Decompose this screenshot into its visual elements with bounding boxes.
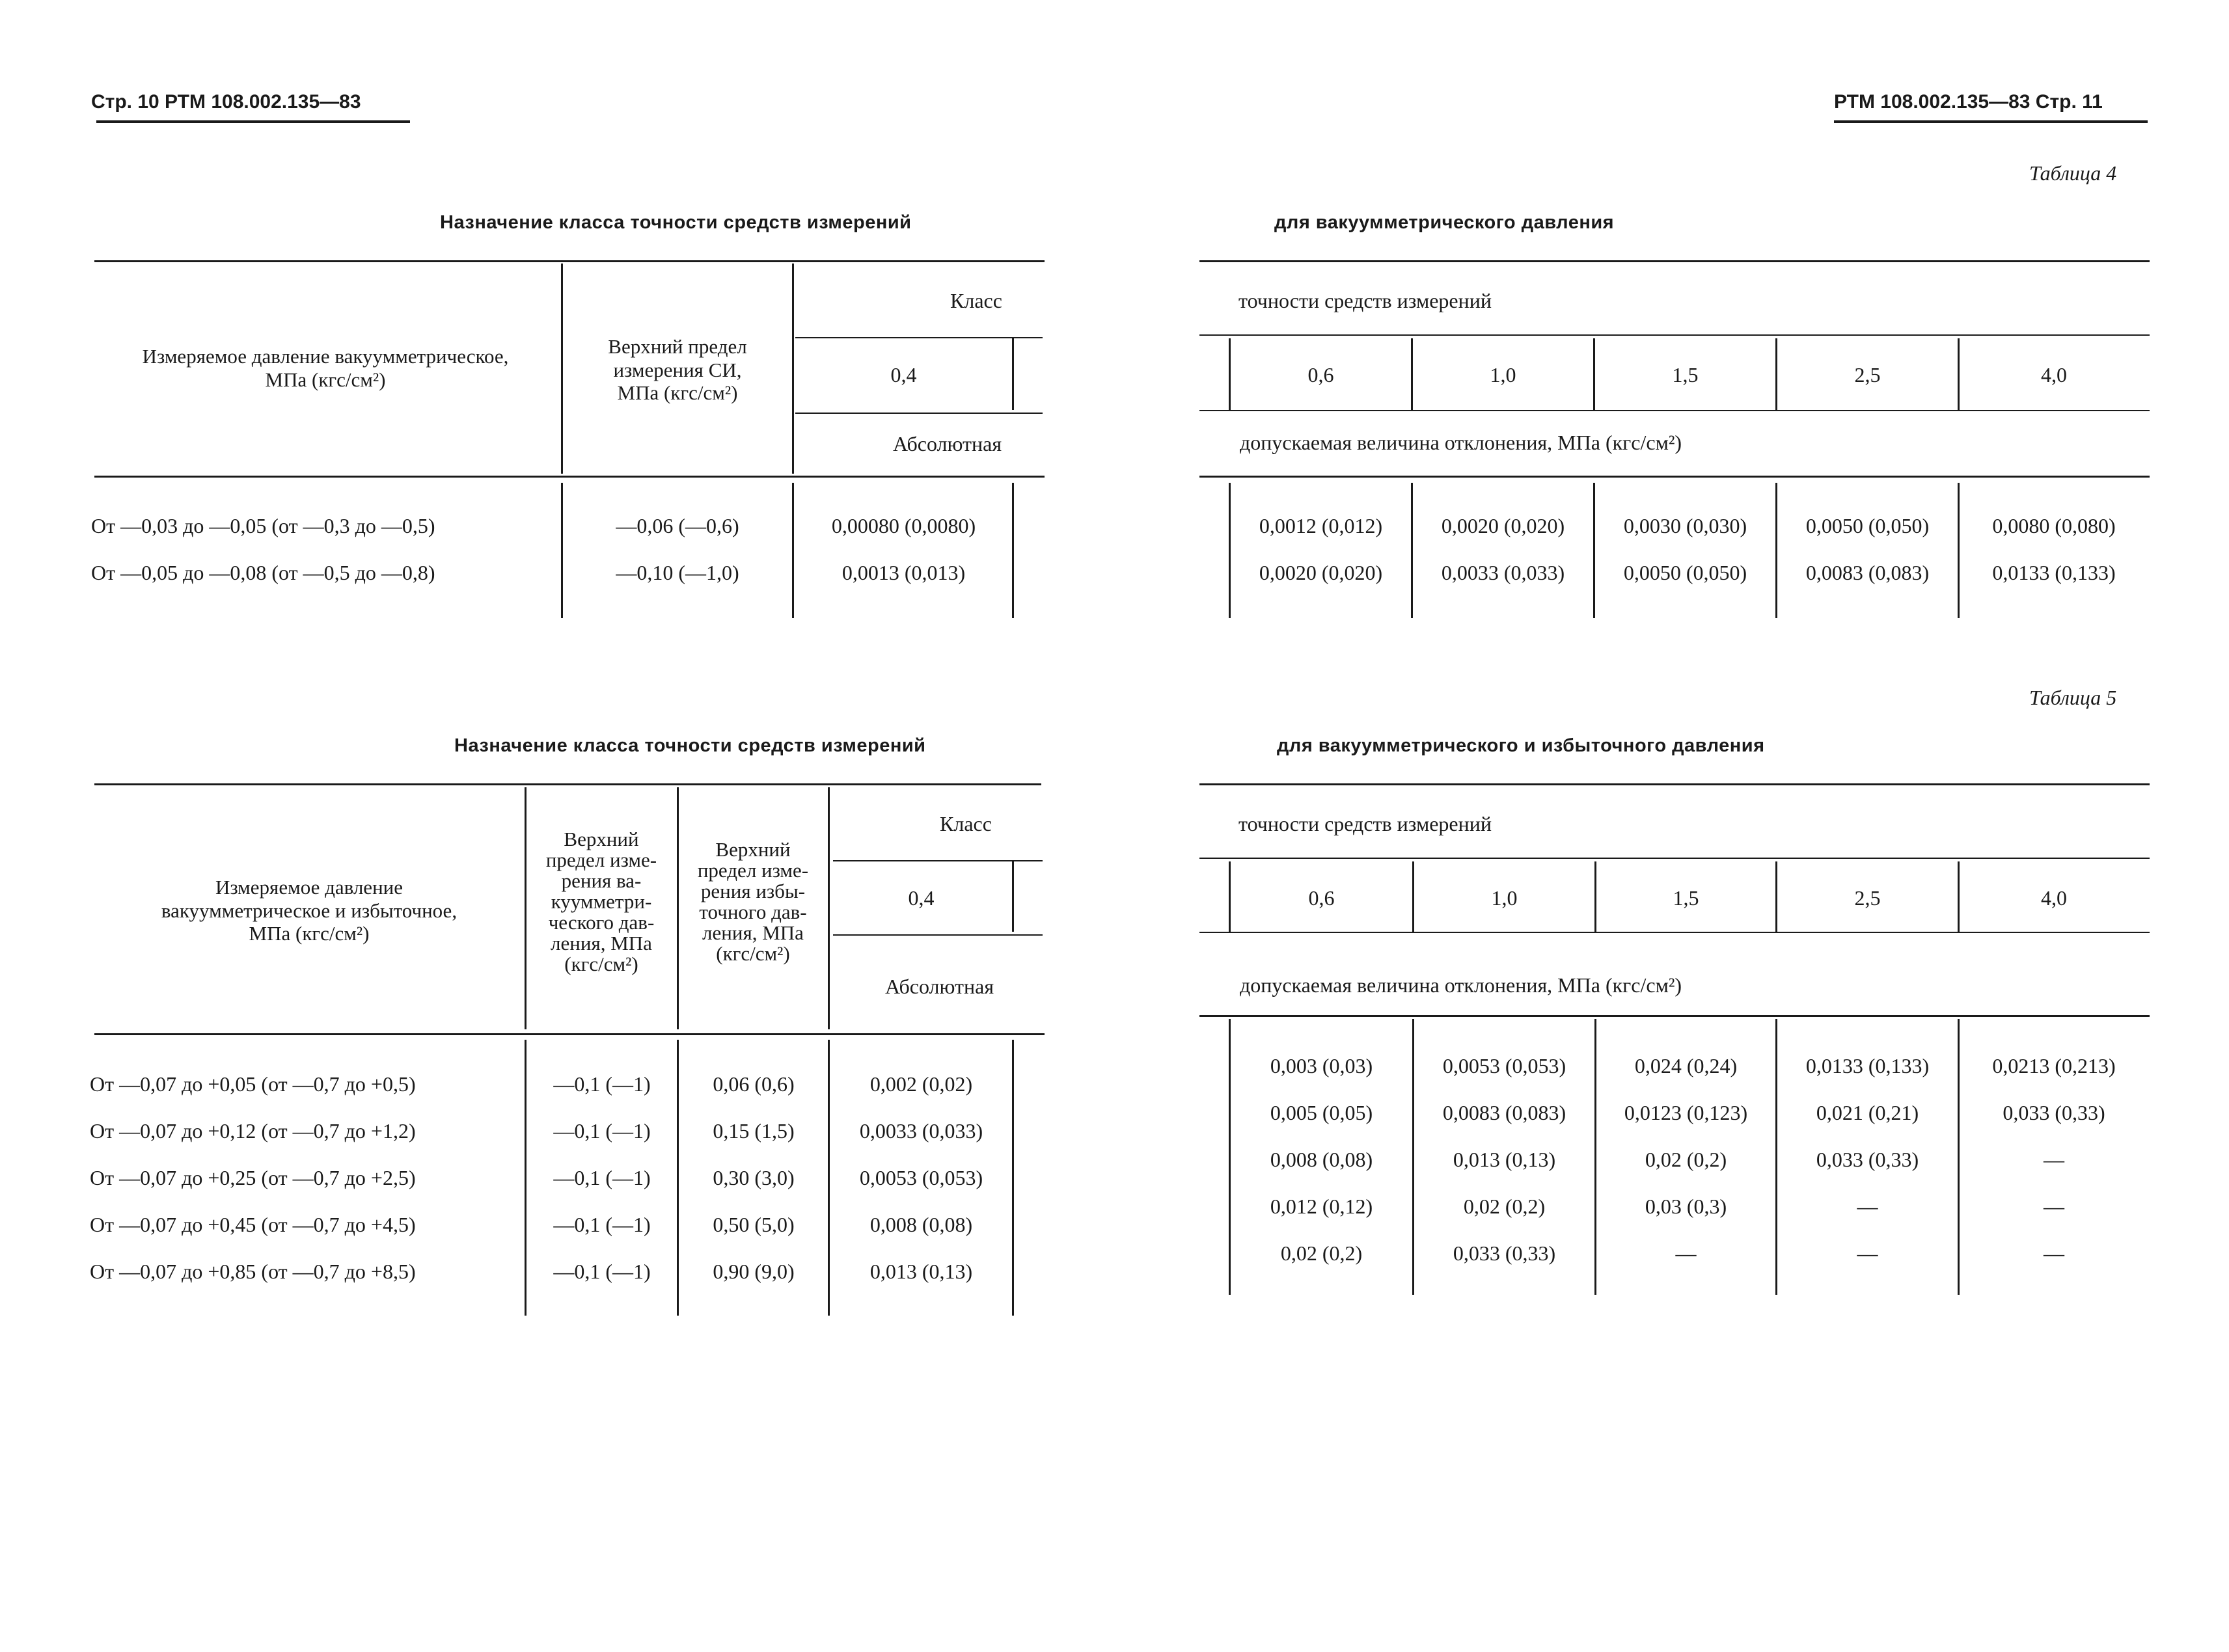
t5-row2-upper-vac: —0,1 (—1) xyxy=(553,1119,651,1143)
t5-row5-v40: — xyxy=(2044,1241,2064,1265)
t5-row1-v25: 0,0133 (0,133) xyxy=(1805,1054,1930,1077)
t4-row1-v40: 0,0080 (0,080) xyxy=(1992,514,2116,537)
t5-class-rule-left xyxy=(833,860,1043,861)
t5-row5-v04: 0,013 (0,13) xyxy=(869,1260,973,1283)
t4-vline xyxy=(561,483,563,618)
t5-class-right: точности средств измерений xyxy=(1238,812,1492,835)
t5-row5-pressure: От —0,07 до +0,85 (от —0,7 до +8,5) xyxy=(90,1260,416,1283)
t5-row3-v40: — xyxy=(2044,1148,2064,1171)
header-left: Стр. 10 РТМ 108.002.135—83 xyxy=(91,91,361,113)
t5-row2-upper-exc: 0,15 (1,5) xyxy=(713,1119,795,1143)
t5-row2-v10: 0,0083 (0,083) xyxy=(1442,1101,1566,1124)
t4-col-upper-header: Верхний предел измерения СИ, МПа (кгс/см²) xyxy=(608,335,747,405)
t4-vline xyxy=(792,264,794,474)
t5-values-rule-right xyxy=(1199,932,2150,933)
t5-row4-upper-vac: —0,1 (—1) xyxy=(553,1213,651,1236)
t5-vline xyxy=(1012,861,1014,932)
t5-row1-v10: 0,0053 (0,053) xyxy=(1442,1054,1566,1077)
t4-class-right: точности средств измерений xyxy=(1238,289,1492,312)
t5-abs-left: Абсолютная xyxy=(885,975,994,998)
table5-title-right: для вакуумметрического и избыточного давления xyxy=(1277,735,1765,756)
t5-row4-v10: 0,02 (0,2) xyxy=(1463,1195,1546,1218)
t4-row1-v15: 0,0030 (0,030) xyxy=(1623,514,1747,537)
t5-class-left: Класс xyxy=(940,812,992,835)
t4-class-06: 0,6 xyxy=(1307,363,1334,386)
t4-vline xyxy=(1775,483,1777,618)
t5-row4-v15: 0,03 (0,3) xyxy=(1645,1195,1727,1218)
t5-row5-upper-exc: 0,90 (9,0) xyxy=(713,1260,795,1283)
t5-row3-upper-vac: —0,1 (—1) xyxy=(553,1166,651,1189)
header-left-rule xyxy=(96,120,410,123)
t4-row2-v25: 0,0083 (0,083) xyxy=(1805,561,1930,584)
t4-row1-v04: 0,00080 (0,0080) xyxy=(831,514,976,537)
t5-row5-v25: — xyxy=(1857,1241,1878,1265)
t4-vline xyxy=(1593,483,1595,618)
t5-col-pressure-header: Измеряемое давление вакуумметрическое и избыточное, МПа (кгс/см²) xyxy=(161,876,458,945)
t4-values-rule-left xyxy=(795,413,1043,414)
t4-row2-v40: 0,0133 (0,133) xyxy=(1992,561,2116,584)
t5-row1-upper-vac: —0,1 (—1) xyxy=(553,1072,651,1096)
t4-class-rule-left xyxy=(795,337,1043,338)
t5-col-upper-exc-header: Верхний предел изме- рения избы- точного дав- ления, МПа (кгс/см²) xyxy=(697,838,809,965)
t5-class-06: 0,6 xyxy=(1308,886,1335,910)
t5-row1-v15: 0,024 (0,24) xyxy=(1634,1054,1738,1077)
t5-class-15: 1,5 xyxy=(1673,886,1699,910)
t4-vline xyxy=(1012,483,1014,618)
t4-vline xyxy=(1958,483,1960,618)
t4-row1-upper: —0,06 (—0,6) xyxy=(616,514,739,537)
t4-row2-upper: —0,10 (—1,0) xyxy=(616,561,739,584)
t5-row4-v06: 0,012 (0,12) xyxy=(1270,1195,1373,1218)
t4-head-bottom-left xyxy=(94,476,1045,478)
t4-abs-left: Абсолютная xyxy=(893,432,1002,455)
t4-row2-v04: 0,0013 (0,013) xyxy=(841,561,966,584)
t5-row1-v06: 0,003 (0,03) xyxy=(1270,1054,1373,1077)
t5-vline xyxy=(828,1040,830,1316)
t5-row1-v04: 0,002 (0,02) xyxy=(869,1072,973,1096)
t5-row2-v25: 0,021 (0,21) xyxy=(1816,1101,1919,1124)
t4-vline xyxy=(1229,483,1231,618)
t5-head-bottom-right xyxy=(1199,1015,2150,1017)
t5-row5-v06: 0,02 (0,2) xyxy=(1280,1241,1363,1265)
t5-row3-v10: 0,013 (0,13) xyxy=(1453,1148,1556,1171)
t5-head-bottom-left xyxy=(94,1033,1045,1035)
t4-row2-v06: 0,0020 (0,020) xyxy=(1259,561,1383,584)
t5-class-25: 2,5 xyxy=(1854,886,1881,910)
t5-vline xyxy=(677,1040,679,1316)
t5-vline xyxy=(828,787,830,1029)
t5-vline xyxy=(677,787,679,1029)
t5-row1-v40: 0,0213 (0,213) xyxy=(1992,1054,2116,1077)
t4-head-bottom-right xyxy=(1199,476,2150,478)
t5-row1-upper-exc: 0,06 (0,6) xyxy=(713,1072,795,1096)
t4-abs-right: допускаемая величина отклонения, МПа (кгс/см²) xyxy=(1240,431,1682,454)
t4-class-40: 4,0 xyxy=(2041,363,2067,386)
t4-row2-v15: 0,0050 (0,050) xyxy=(1623,561,1747,584)
t5-row3-pressure: От —0,07 до +0,25 (от —0,7 до +2,5) xyxy=(90,1166,416,1189)
t5-class-10: 1,0 xyxy=(1491,886,1518,910)
t5-row4-upper-exc: 0,50 (5,0) xyxy=(713,1213,795,1236)
t4-class-left: Класс xyxy=(950,289,1002,312)
t4-vline xyxy=(792,483,794,618)
t5-row4-v25: — xyxy=(1857,1195,1878,1218)
t5-row3-v04: 0,0053 (0,053) xyxy=(859,1166,983,1189)
t4-values-rule-right xyxy=(1199,410,2150,411)
t5-row5-v15: — xyxy=(1675,1241,1697,1265)
table4-title-right: для вакуумметрического давления xyxy=(1274,212,1615,233)
header-right-rule xyxy=(1834,120,2148,123)
table5-caption: Таблица 5 xyxy=(2029,686,2117,709)
t4-class-rule-right xyxy=(1199,334,2150,336)
t5-row5-upper-vac: —0,1 (—1) xyxy=(553,1260,651,1283)
t5-row3-v25: 0,033 (0,33) xyxy=(1816,1148,1919,1171)
t5-row2-v04: 0,0033 (0,033) xyxy=(859,1119,983,1143)
t5-row4-pressure: От —0,07 до +0,45 (от —0,7 до +4,5) xyxy=(90,1213,416,1236)
t4-top-rule-right xyxy=(1199,260,2150,262)
t5-abs-right: допускаемая величина отклонения, МПа (кгс/см²) xyxy=(1240,973,1682,997)
t5-row1-pressure: От —0,07 до +0,05 (от —0,7 до +0,5) xyxy=(90,1072,416,1096)
t4-class-15: 1,5 xyxy=(1672,363,1699,386)
t4-class-25: 2,5 xyxy=(1854,363,1881,386)
table5-title-left: Назначение класса точности средств измерений xyxy=(454,735,926,756)
t4-vline xyxy=(561,264,563,474)
t5-row3-v15: 0,02 (0,2) xyxy=(1645,1148,1727,1171)
t5-row5-v10: 0,033 (0,33) xyxy=(1453,1241,1556,1265)
header-right: РТМ 108.002.135—83 Стр. 11 xyxy=(1834,91,2103,113)
t5-top-rule-left xyxy=(94,783,1041,785)
t5-row4-v04: 0,008 (0,08) xyxy=(869,1213,973,1236)
t5-vline xyxy=(525,787,526,1029)
t5-row2-pressure: От —0,07 до +0,12 (от —0,7 до +1,2) xyxy=(90,1119,416,1143)
t4-class-10: 1,0 xyxy=(1490,363,1516,386)
table4-caption: Таблица 4 xyxy=(2029,161,2117,185)
t5-vline xyxy=(525,1040,526,1316)
t5-top-rule-right xyxy=(1199,783,2150,785)
t5-row2-v15: 0,0123 (0,123) xyxy=(1624,1101,1748,1124)
t5-vline xyxy=(1012,1040,1014,1316)
t4-vline xyxy=(1411,483,1413,618)
t4-class-04: 0,4 xyxy=(890,363,917,386)
t5-class-40: 4,0 xyxy=(2041,886,2067,910)
t5-row4-v40: — xyxy=(2044,1195,2064,1218)
t5-row2-v06: 0,005 (0,05) xyxy=(1270,1101,1373,1124)
t4-row2-v10: 0,0033 (0,033) xyxy=(1441,561,1565,584)
t5-row3-v06: 0,008 (0,08) xyxy=(1270,1148,1373,1171)
t4-row1-v06: 0,0012 (0,012) xyxy=(1259,514,1383,537)
t5-class-rule-right xyxy=(1199,858,2150,859)
t4-row1-v25: 0,0050 (0,050) xyxy=(1805,514,1930,537)
table4-title-left: Назначение класса точности средств измерений xyxy=(440,212,912,233)
t4-top-rule-left xyxy=(94,260,1045,262)
t4-row1-pressure: От —0,03 до —0,05 (от —0,3 до —0,5) xyxy=(91,514,435,537)
t4-row2-pressure: От —0,05 до —0,08 (от —0,5 до —0,8) xyxy=(91,561,435,584)
t4-col-pressure-header: Измеряемое давление вакуумметрическое, МПа (кгс/см²) xyxy=(142,345,509,391)
t5-col-upper-vac-header: Верхний предел изме- рения ва- куумметри- ческого дав- ления, МПа (кгс/см²) xyxy=(545,828,657,975)
t5-class-04: 0,4 xyxy=(908,886,935,910)
t4-vline xyxy=(1012,338,1014,410)
t5-row2-v40: 0,033 (0,33) xyxy=(2003,1101,2105,1124)
t5-row3-upper-exc: 0,30 (3,0) xyxy=(713,1166,795,1189)
t4-row1-v10: 0,0020 (0,020) xyxy=(1441,514,1565,537)
t5-values-rule-left xyxy=(833,934,1043,936)
